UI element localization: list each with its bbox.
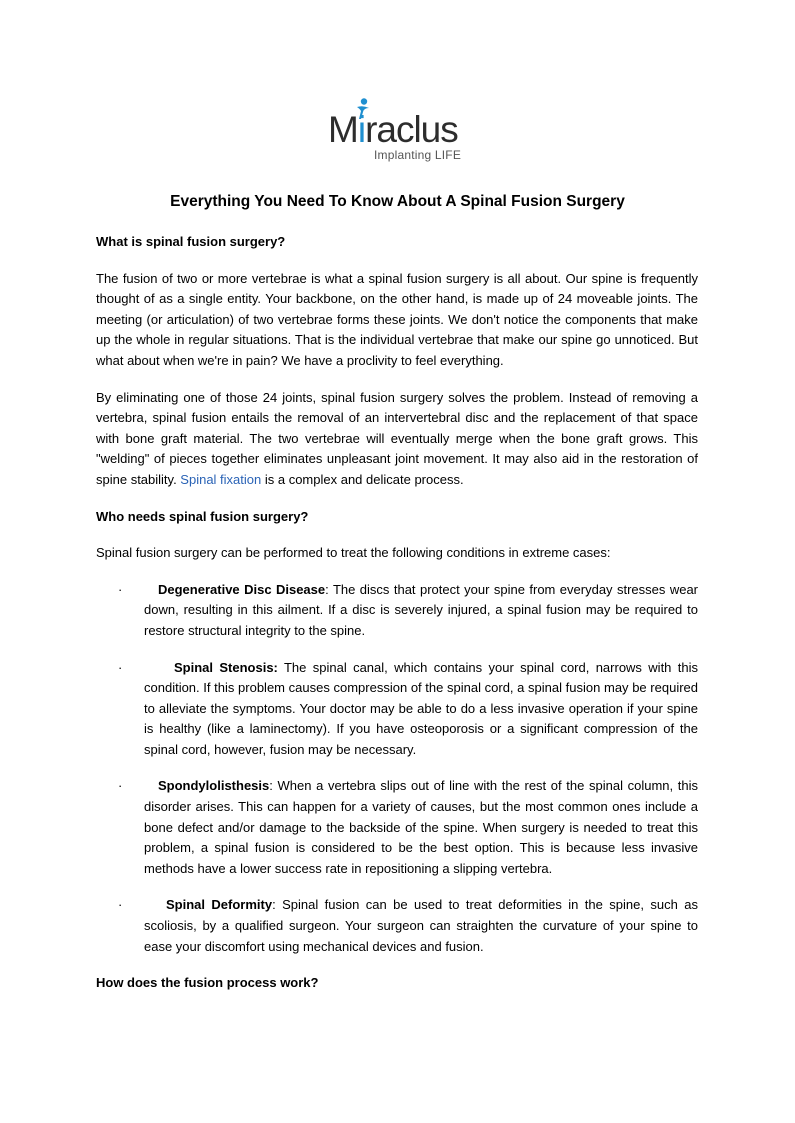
spinal-fixation-link[interactable]: Spinal fixation bbox=[180, 471, 262, 487]
list-item: · Spondylolisthesis: When a vertebra slips out of line with the rest of the spinal column, this disorder arises. This can happen for a variety of causes, but the most common ones include a bone defect and/or damage to the backside of the spine. When surgery is needed to treat this problem, a spinal fusion is considered to be the best option. This is because less invasive methods have a lower success rate in repositioning a slipping vertebra. bbox=[118, 778, 698, 876]
miraclus-logo bbox=[328, 98, 468, 166]
heading-who: Who needs spinal fusion surgery? bbox=[96, 508, 309, 524]
heading-what: What is spinal fusion surgery? bbox=[96, 234, 286, 249]
list-item: · Spinal Deformity: Spinal fusion can be used to treat deformities in the spine, such as scoliosis, by a qualified surgeon. Your surgeon can straighten the curvature of your spine to ease your discomfort using mechanical devices and fusion. bbox=[118, 897, 698, 954]
paragraph-what-1: The fusion of two or more vertebrae is what a spinal fusion surgery is all about. Our spine is frequently thought of as a single entity. Your backbone, on the other hand, is made up of 24 moveable joints. The meeting (or articulation) of two vertebrae forms these joints. We don't notice the components that make up the whole in regular situations. That is the individual vertebrae that make our spine go unnoticed. But what about when we're in pain? We have a proclivity to feel everything. bbox=[96, 270, 698, 368]
paragraph-what-2: By eliminating one of those 24 joints, spinal fusion surgery solves the problem. Instead of removing a vertebra, spinal fusion entails the removal of an intervertebral disc and the replacement of that space with bone graft material. The two vertebrae will eventually merge when the bone graft grows. This "welding" of pieces together eliminates unpleasant joint movement. It may also aid in the restoration of spine stability. Spinal fixation is a complex and delicate process. bbox=[96, 389, 698, 487]
bullet-icon: · bbox=[118, 778, 123, 794]
bullet-icon: · bbox=[118, 581, 123, 597]
article-body bbox=[96, 232, 698, 1010]
logo-tagline: Implanting LIFE bbox=[374, 148, 462, 162]
logo-wordmark: Miraclus bbox=[328, 109, 458, 150]
paragraph-who-intro: Spinal fusion surgery can be performed to treat the following conditions in extreme cases: bbox=[96, 545, 611, 561]
heading-how: How does the fusion process work? bbox=[96, 975, 319, 991]
list-item: · Spinal Stenosis: The spinal canal, which contains your spinal cord, narrows with this condition. If this problem causes compression of the spinal cord, a spinal fusion may be required to alleviate the symptoms. Your doctor may be able to do a less invasive operation if your spine is healthy (like a laminectomy). If you have osteoporosis or a significant compression of the spinal cord, however, fusion may be necessary. bbox=[118, 659, 698, 757]
list-item: · Degenerative Disc Disease: The discs that protect your spine from everyday stresses wear down, resulting in this ailment. If a disc is severely injured, a spinal fusion may be required to restore structural integrity to the spine. bbox=[118, 581, 699, 638]
bullet-icon: · bbox=[118, 659, 123, 675]
page-title: Everything You Need To Know About A Spinal Fusion Surgery bbox=[170, 193, 625, 210]
bullet-icon: · bbox=[118, 897, 123, 913]
